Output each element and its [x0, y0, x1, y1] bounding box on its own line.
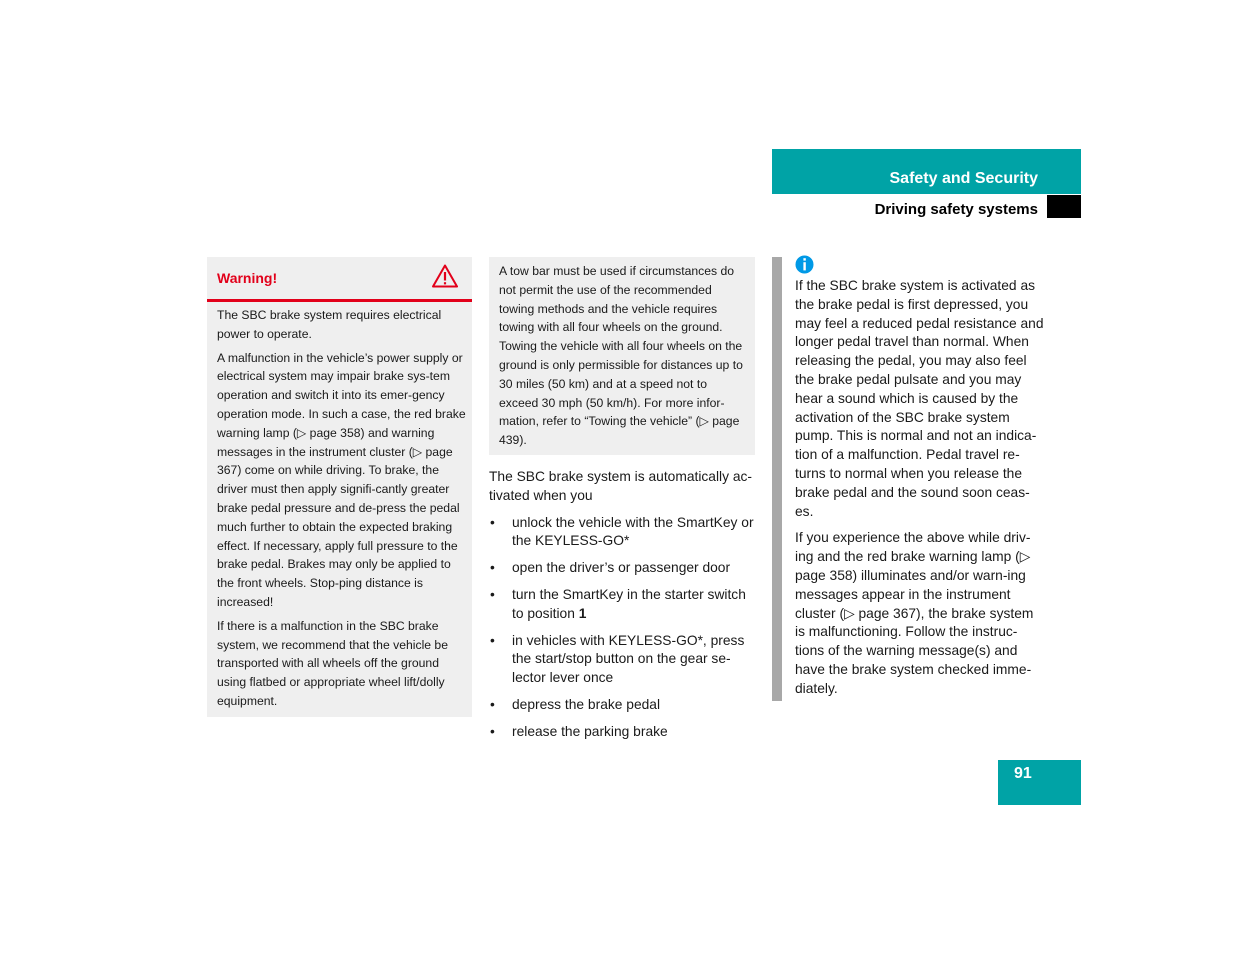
info-icon: [795, 255, 814, 274]
list-item-text: release the parking brake: [512, 723, 668, 739]
page-number: 91: [1014, 765, 1032, 782]
warning-header: [207, 257, 472, 302]
tow-note-text: A tow bar must be used if circumstances do not permit the use of the recommended towing methods and the vehicle requires towing with all four wheels on the ground. Towing the vehicle with all four wheels on the ground is only permissible for distances up to 30 miles (50 km) and at a speed not to exceed 30 mph (50 km/h). For more infor-mation, refer to “Towing the vehicle” (▷ page 439).: [499, 264, 743, 448]
warning-title: Warning!: [217, 270, 278, 286]
list-item-text: turn the SmartKey in the starter switch to position: [512, 586, 746, 621]
list-item-text: in vehicles with KEYLESS-GO*, press the start/stop button on the gear se-lector lever once: [512, 632, 745, 686]
bullet: •: [490, 696, 495, 712]
warning-body: [217, 306, 469, 716]
bullet: •: [490, 560, 495, 576]
info-text: [795, 277, 1045, 707]
info-sidebar-bar: [772, 257, 782, 701]
warning-triangle-icon: [432, 264, 458, 288]
warning-paragraph: If there is a malfunction in the SBC brake system, we recommend that the vehicle be transported with all wheels off the ground using flatbed or appropriate wheel lift/dolly equipment.: [217, 618, 448, 708]
bullet: •: [490, 723, 495, 739]
list-item: [489, 514, 757, 552]
list-item: [489, 559, 757, 578]
page-number-box: [998, 760, 1081, 805]
list-item-text: unlock the vehicle with the SmartKey or the KEYLESS-GO*: [512, 514, 754, 549]
thumb-tab-marker: [1047, 195, 1081, 218]
bullet: •: [490, 586, 495, 602]
activation-list: [489, 514, 757, 742]
list-item: [489, 696, 757, 715]
subsection-title: Driving safety systems: [874, 201, 1038, 218]
activation-intro: The SBC brake system is automatically ac-tivated when you: [489, 469, 752, 503]
list-item-text: depress the brake pedal: [512, 696, 661, 712]
warning-box: [207, 257, 472, 717]
bullet: •: [490, 514, 495, 530]
warning-paragraph: A malfunction in the vehicle’s power supply or electrical system may impair brake sys-tem operation and switch it into its emer-gency operation mode. In such a case, the red brake warning lamp (▷ page 358) and warning messages in the instrument cluster (▷ page 367) come on while driving. To brake, the driver must then apply signifi-cantly greater brake pedal pressure and de-press the pedal much further to obtain the expected braking effect. If necessary, apply full pressure to the brake pedal. Brakes may only be applied to the front wheels. Stop-ping distance is increased!: [217, 350, 466, 609]
activation-section: [489, 468, 757, 750]
list-item-text: open the driver’s or passenger door: [512, 560, 731, 576]
info-paragraph: If the SBC brake system is activated as the brake pedal is first depressed, you may feel a reduced pedal resistance and longer pedal travel than normal. When releasing the pedal, you may also feel the brake pedal pulsate and you may hear a sound which is caused by the activation of the SBC brake system pump. This is normal and not an indica-tion of a malfunction. Pedal travel re-turns to normal when you release the brake pedal and the sound soon ceas-es.: [795, 278, 1044, 519]
section-header: [772, 149, 1081, 194]
list-item: [489, 632, 757, 688]
list-item: [489, 723, 757, 742]
list-item: [489, 586, 757, 624]
tow-note-box: [489, 257, 755, 455]
position-number: 1: [578, 605, 587, 621]
info-paragraph: If you experience the above while driv-ing and the red brake warning lamp (▷ page 358) illuminates and/or warn-ing messages appear in the instrument cluster (▷ page 367), the brake system is malfunctioning. Follow the instruc-tions of the warning message(s) and have the brake system checked imme-diately.: [795, 530, 1034, 696]
bullet: •: [490, 632, 495, 648]
section-title: Safety and Security: [889, 170, 1038, 187]
warning-paragraph: The SBC brake system requires electrical power to operate.: [217, 308, 442, 341]
